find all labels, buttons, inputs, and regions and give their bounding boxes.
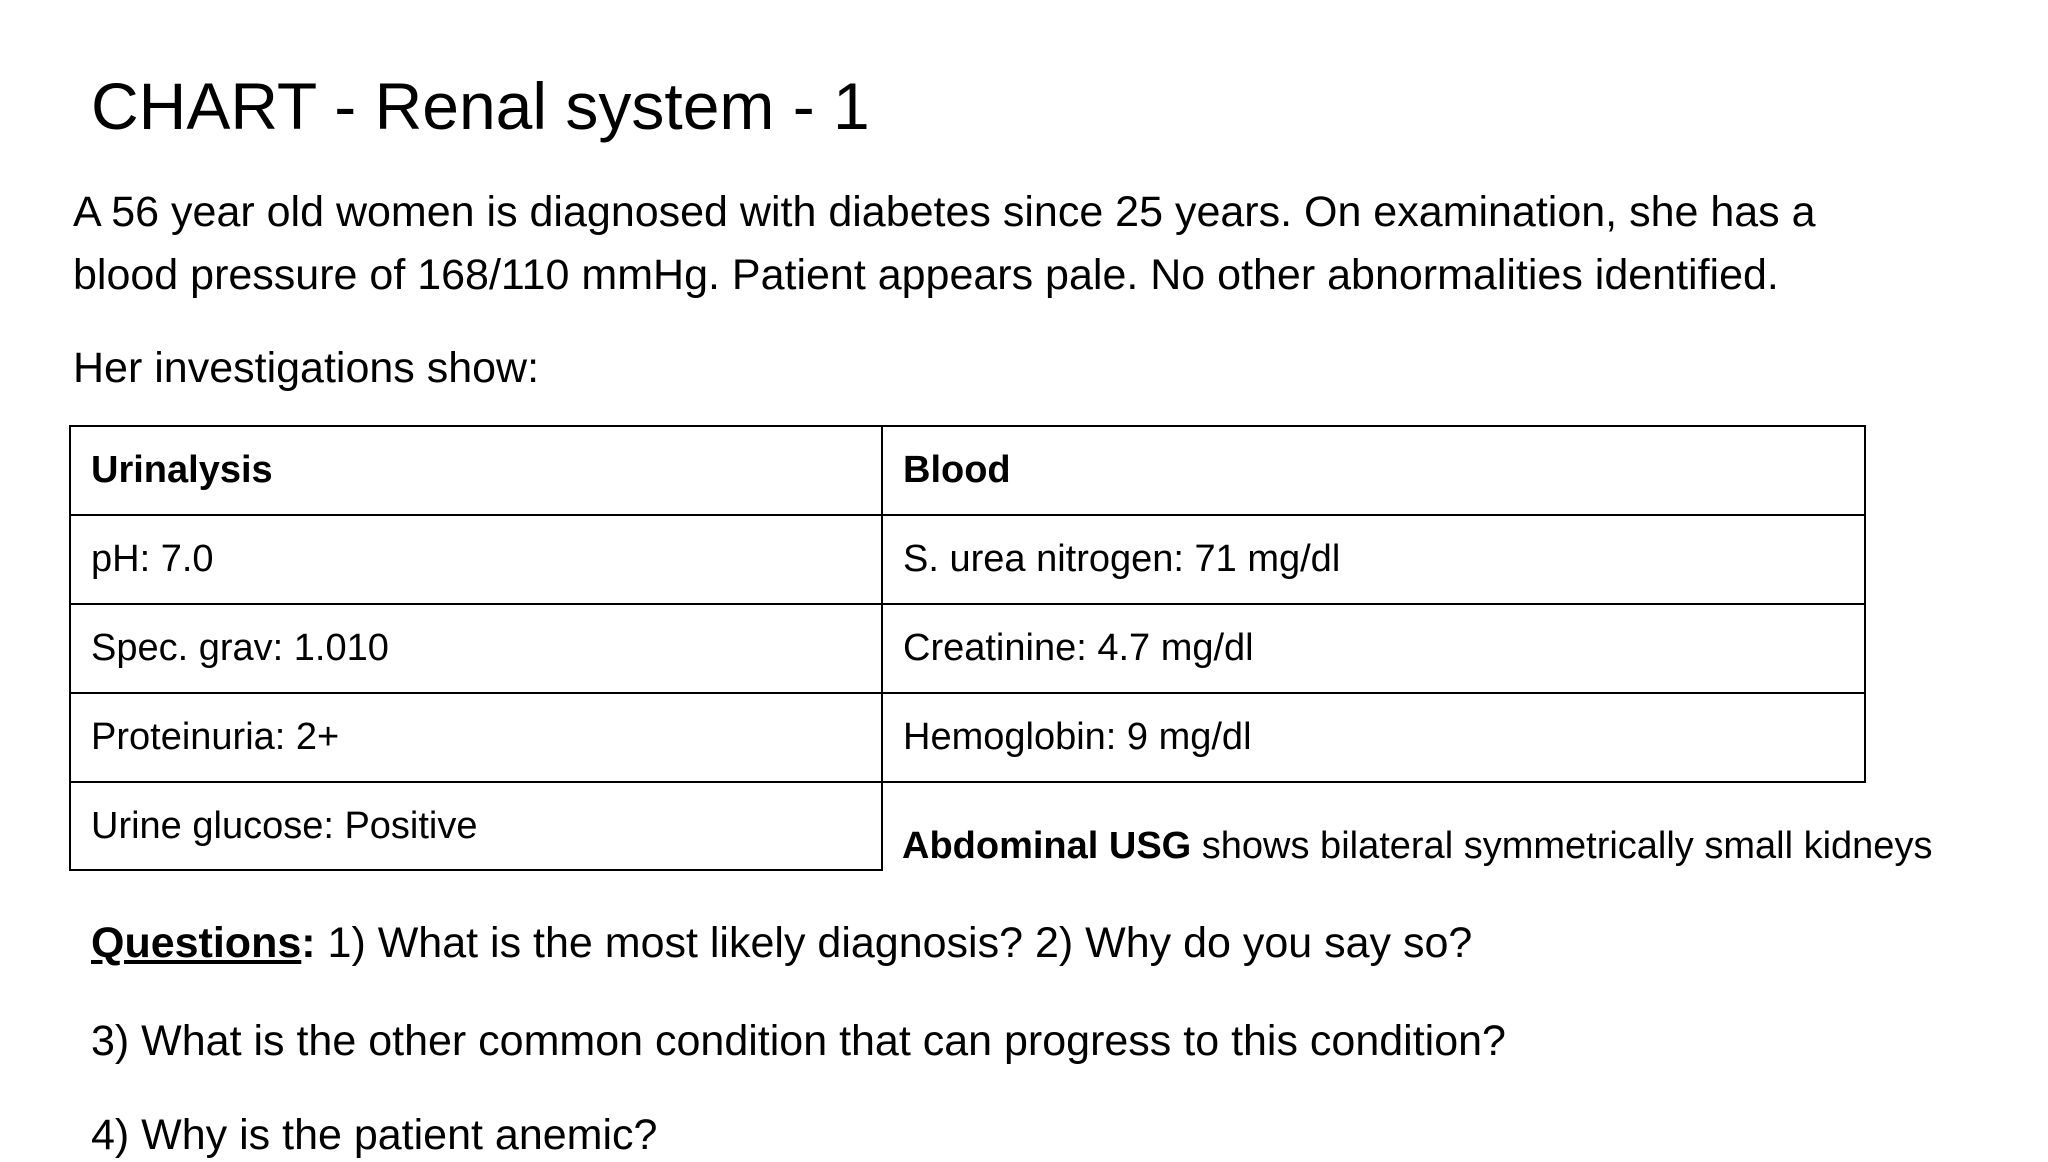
urinalysis-header: Urinalysis (69, 425, 883, 516)
blood-hemoglobin-cell: Hemoglobin: 9 mg/dl (881, 692, 1866, 783)
investigations-intro: Her investigations show: (73, 344, 540, 392)
page-title: CHART - Renal system - 1 (91, 69, 870, 143)
question-line-1 (91, 918, 1472, 970)
urinalysis-proteinuria-cell: Proteinuria: 2+ (69, 692, 883, 783)
case-description (73, 181, 2003, 307)
blood-header: Blood (881, 425, 1866, 516)
blood-urea-nitrogen-cell: S. urea nitrogen: 71 mg/dl (881, 514, 1866, 605)
question-1-2-text: 1) What is the most likely diagnosis? 2) Why do you say so? (315, 919, 1473, 967)
urinalysis-glucose-cell: Urine glucose: Positive (69, 781, 883, 871)
question-4-text: 4) Why is the patient anemic? (91, 1111, 658, 1159)
questions-label: Questions (91, 919, 302, 967)
case-description-line-1: A 56 year old women is diagnosed with diabetes since 25 years. On examination, she has a (73, 188, 1816, 236)
abdominal-usg-note (902, 824, 1932, 870)
urinalysis-specific-gravity-cell: Spec. grav: 1.010 (69, 603, 883, 694)
urinalysis-ph-cell: pH: 7.0 (69, 514, 883, 605)
usg-finding: shows bilateral symmetrically small kidneys (1191, 825, 1933, 867)
blood-creatinine-cell: Creatinine: 4.7 mg/dl (881, 603, 1866, 694)
questions-colon: : (301, 919, 316, 967)
usg-label: Abdominal USG (902, 825, 1192, 867)
case-description-line-2: blood pressure of 168/110 mmHg. Patient appears pale. No other abnormalities identified. (73, 251, 1779, 299)
question-3-text: 3) What is the other common condition that can progress to this condition? (91, 1017, 1506, 1065)
